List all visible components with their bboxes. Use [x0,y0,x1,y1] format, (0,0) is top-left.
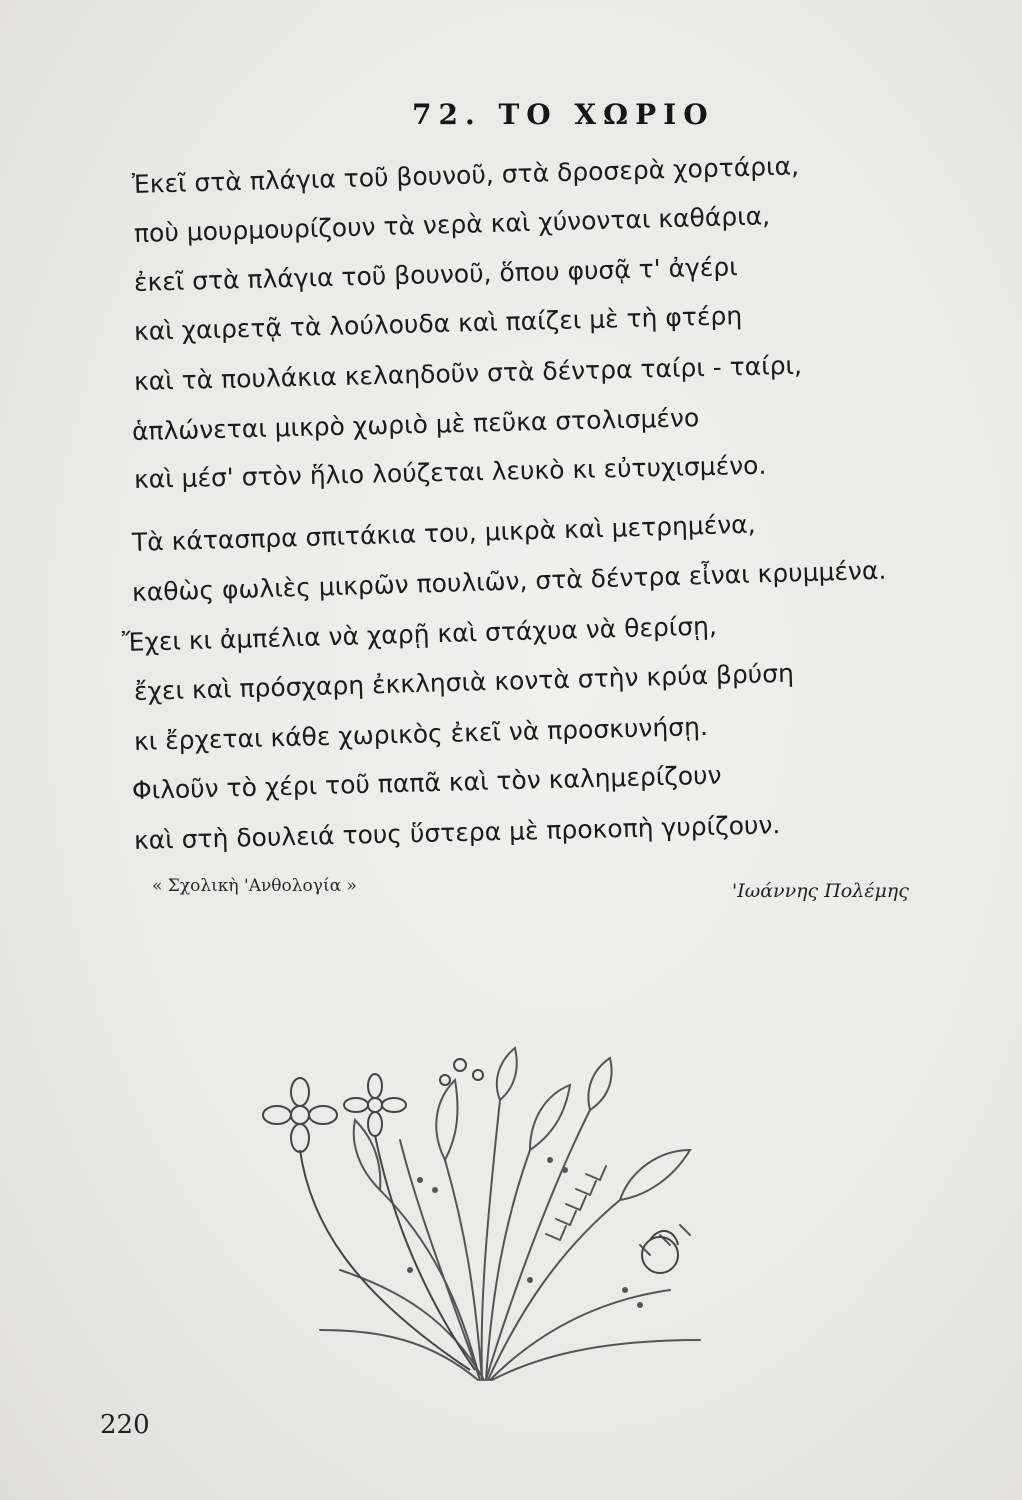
poem-line: ἐκεῖ στὰ πλάγια τοῦ βουνοῦ, ὅπου φυσᾷ τ' ἀγέρι [133,252,739,297]
poem-line: κι ἔρχεται κάθε χωρικὸς ἐκεῖ νὰ προσκυνήσῃ. [133,711,709,756]
page-number: 220 [100,1410,150,1440]
poem-line: Φιλοῦν τὸ χέρι τοῦ παπᾶ καὶ τὸν καλημερίζουν [131,760,722,805]
poem-line: Τὰ κάτασπρα σπιτάκια του, μικρὰ καὶ μετρημένα, [131,509,757,557]
poem-line: καθὼς φωλιὲς μικρῶν πουλιῶν, στὰ δέντρα εἶναι κρυμμένα. [131,555,887,607]
poem-title: 72. ΤΟ ΧΩΡΙΟ [412,98,715,131]
poem-line: καὶ μέσ' στὸν ἥλιο λούζεται λευκὸ κι εὐτυχισμένο. [133,450,767,494]
poem-line: καὶ στὴ δουλειά τους ὕστερα μὲ προκοπὴ γυρίζουν. [133,810,781,855]
poem-line: καὶ χαιρετᾷ τὰ λούλουδα καὶ παίζει μὲ τὴ φτέρη [133,301,743,346]
poem-line: Ἐκεῖ στὰ πλάγια τοῦ βουνοῦ, στὰ δροσερὰ χορτάρια, [131,151,800,199]
poem-line: Ἔχει κι ἀμπέλια νὰ χαρῇ καὶ στάχυα νὰ θερίσῃ, [121,611,718,657]
poem-line: ποὺ μουρμουρίζουν τὰ νερὰ καὶ χύνονται καθάρια, [133,201,771,248]
poem-line: καὶ τὰ πουλάκια κελαηδοῦν στὰ δέντρα ταίρι - ταίρι, [133,350,803,396]
poem-line: ἁπλώνεται μικρὸ χωριὸ μὲ πεῦκα στολισμένο [131,403,700,446]
source-citation: « Σχολικὴ 'Ανθολογία » [152,876,357,896]
poem-line: ἔχει καὶ πρόσχαρη ἐκκλησιὰ κοντὰ στὴν κρύα βρύση [133,658,795,706]
author-name: 'Ιωάννης Πολέμης [732,880,909,902]
flowers-illustration [230,1040,750,1400]
